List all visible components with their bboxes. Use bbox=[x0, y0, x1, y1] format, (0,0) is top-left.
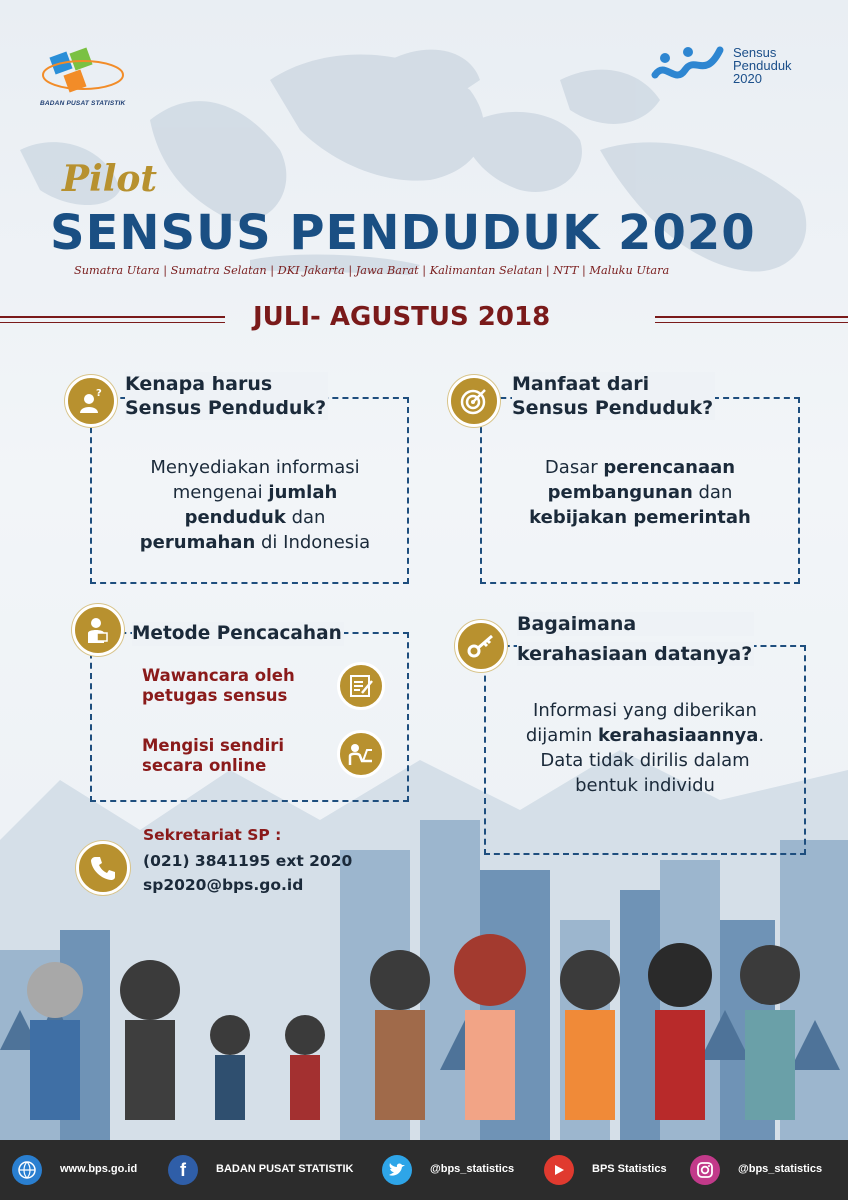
phone-icon bbox=[89, 854, 117, 882]
why-line3-bold: penduduk bbox=[184, 507, 286, 528]
globe-icon[interactable] bbox=[12, 1155, 42, 1185]
why-line3 bbox=[110, 505, 400, 530]
pilot-regions: Sumatra Utara | Sumatra Selatan | DKI Jakarta | Jawa Barat | Kalimantan Selatan | NTT | Maluku Utara bbox=[74, 264, 670, 277]
footer-instagram[interactable]: @bps_statistics bbox=[738, 1163, 823, 1175]
privacy-heading-line1: Bagaimana bbox=[517, 612, 754, 636]
privacy-line3: Data tidak dirilis dalam bbox=[540, 750, 750, 771]
method-heading: Metode Pencacahan bbox=[132, 623, 342, 644]
key-icon bbox=[466, 631, 496, 661]
date-band-line-left-thin bbox=[0, 322, 225, 323]
benefit-line1-bold: perencanaan bbox=[603, 457, 736, 478]
date-band-line-right-thin bbox=[655, 322, 848, 323]
page-title: SENSUS PENDUDUK 2020 bbox=[50, 205, 756, 261]
facebook-icon[interactable]: f bbox=[168, 1155, 198, 1185]
method-item2-line1: Mengisi sendiri bbox=[142, 736, 285, 755]
youtube-icon[interactable] bbox=[544, 1155, 574, 1185]
benefit-line2-text: dan bbox=[692, 482, 733, 503]
privacy-heading bbox=[517, 612, 754, 666]
privacy-line2-text: dijamin bbox=[525, 725, 598, 746]
why-line4-bold: perumahan bbox=[139, 532, 256, 553]
svg-text:?: ? bbox=[96, 388, 102, 399]
contact-icon-circle bbox=[76, 841, 130, 895]
why-line3-text: dan bbox=[285, 507, 326, 528]
enumerator-icon bbox=[83, 615, 113, 645]
census-logo-line1: Sensus bbox=[733, 45, 777, 60]
contact-title: Sekretariat SP : bbox=[143, 826, 282, 844]
method-online-text bbox=[142, 736, 284, 776]
why-line2-bold: jumlah bbox=[268, 482, 338, 503]
people-illustration bbox=[27, 934, 800, 1120]
privacy-line2-end: . bbox=[758, 725, 765, 746]
benefit-body bbox=[495, 455, 785, 530]
clipboard-icon bbox=[348, 673, 374, 699]
why-heading-line2: Sensus Penduduk? bbox=[125, 397, 327, 419]
date-band-line-left bbox=[0, 316, 225, 318]
benefit-icon-circle bbox=[448, 375, 500, 427]
footer-youtube[interactable]: BPS Statistics bbox=[592, 1163, 667, 1175]
census-logo-line2: Penduduk bbox=[733, 58, 792, 73]
why-line1: Menyediakan informasi bbox=[150, 457, 360, 478]
footer-website[interactable]: www.bps.go.id bbox=[60, 1163, 138, 1175]
privacy-line1: Informasi yang diberikan bbox=[533, 700, 757, 721]
date-band-line-right bbox=[655, 316, 848, 318]
why-line2 bbox=[110, 480, 400, 505]
benefit-heading-line1: Manfaat dari bbox=[512, 372, 715, 396]
census-logo-text bbox=[733, 46, 792, 85]
twitter-icon[interactable] bbox=[382, 1155, 412, 1185]
why-icon-circle bbox=[65, 375, 117, 427]
privacy-body bbox=[500, 698, 790, 798]
census-logo-line3: 2020 bbox=[733, 71, 762, 86]
question-person-icon bbox=[76, 386, 106, 416]
privacy-line4: bentuk individu bbox=[575, 775, 715, 796]
target-icon bbox=[459, 386, 489, 416]
method-item1-line1: Wawancara oleh bbox=[142, 666, 295, 685]
contact-phone: (021) 3841195 ext 2020 bbox=[143, 852, 353, 870]
bps-logo-text: BADAN PUSAT STATISTIK bbox=[40, 100, 126, 107]
benefit-heading-line2: Sensus Penduduk? bbox=[512, 397, 714, 419]
contact-email: sp2020@bps.go.id bbox=[143, 876, 304, 894]
why-line4 bbox=[110, 530, 400, 555]
online-icon-circle bbox=[337, 730, 385, 778]
interview-icon-circle bbox=[337, 662, 385, 710]
benefit-heading bbox=[512, 372, 715, 420]
benefit-line3-bold: kebijakan pemerintah bbox=[529, 507, 751, 528]
title-pilot: Pilot bbox=[62, 158, 158, 200]
method-item1-line2: petugas sensus bbox=[142, 686, 288, 705]
benefit-line2-bold: pembangunan bbox=[547, 482, 693, 503]
privacy-line2-bold: kerahasiaannya bbox=[598, 725, 759, 746]
why-heading-line1: Kenapa harus bbox=[125, 372, 328, 396]
benefit-line1-text: Dasar bbox=[544, 457, 604, 478]
method-icon-circle bbox=[72, 604, 124, 656]
privacy-icon-circle bbox=[455, 620, 507, 672]
laptop-user-icon bbox=[348, 741, 374, 767]
benefit-line2 bbox=[495, 480, 785, 505]
privacy-line2 bbox=[500, 723, 790, 748]
why-line2-text: mengenai bbox=[172, 482, 269, 503]
census-date: JULI- AGUSTUS 2018 bbox=[253, 302, 551, 332]
privacy-heading-line2: kerahasiaan datanya? bbox=[517, 643, 753, 665]
benefit-line3 bbox=[495, 505, 785, 530]
footer-twitter[interactable]: @bps_statistics bbox=[430, 1163, 515, 1175]
why-heading bbox=[125, 372, 328, 420]
benefit-line1 bbox=[495, 455, 785, 480]
why-body bbox=[110, 455, 400, 555]
census-logo-icon bbox=[650, 40, 725, 95]
why-line4-text: di Indonesia bbox=[255, 532, 371, 553]
method-item2-line2: secara online bbox=[142, 756, 267, 775]
footer-facebook[interactable]: BADAN PUSAT STATISTIK bbox=[216, 1163, 354, 1175]
method-interview-text bbox=[142, 666, 295, 706]
instagram-icon[interactable] bbox=[690, 1155, 720, 1185]
